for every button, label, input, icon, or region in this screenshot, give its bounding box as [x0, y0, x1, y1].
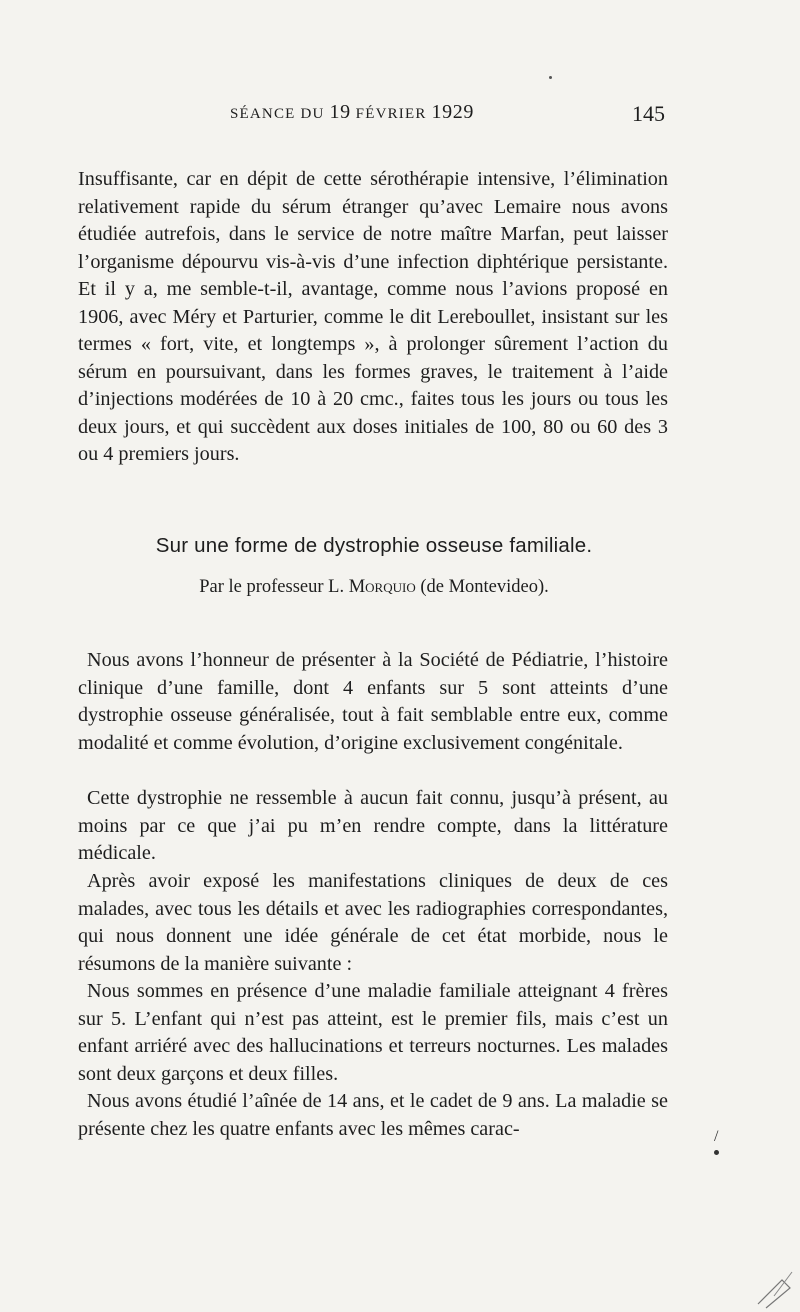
body-paragraph-3: Après avoir exposé les manifestations cliniques de deux de ces malades, avec tous les détails et avec les radiographies correspondantes, qui nous donnent une idée générale de cet état morbide, nous le résumons de la manière suivante :: [78, 870, 668, 975]
ink-speck: [549, 76, 552, 79]
margin-pencil-mark: /: [714, 1128, 719, 1145]
body-paragraph-1: Nous avons l’honneur de présenter à la Société de Pédiatrie, l’histoire clinique d’une famille, dont 4 enfants sur 5 sont atteints d’une dystrophie osseuse généralisée, tout à fait semblable entre eux, comme modalité et comme évolution, d’origine exclusivement congénitale.: [78, 649, 668, 754]
body-paragraph-2: Cette dystrophie ne ressemble à aucun fait connu, jusqu’à présent, au moins par ce que j’ai pu m’en rendre compte, dans la littérature médicale.: [78, 787, 668, 865]
page-number: 145: [632, 101, 665, 126]
running-header-title: [230, 101, 474, 124]
byline-author: Morquio: [348, 577, 416, 597]
byline-prefix: Par le professeur L.: [199, 577, 349, 597]
header-title-day: 19: [329, 101, 351, 123]
header-title-prefix: SÉANCE DU: [230, 106, 330, 122]
body-paragraph-4: Nous sommes en présence d’une maladie familiale atteignant 4 frères sur 5. L’enfant qui n’est pas atteint, est le premier fils, mais c’est un enfant arriéré avec des hallucinations et terreurs nocturnes. Les malades sont deux garçons et deux filles.: [78, 980, 668, 1085]
running-header: [78, 101, 670, 131]
article-title: Sur une forme de dystrophie osseuse familiale.: [155, 534, 593, 557]
header-title-month: FÉVRIER: [350, 106, 432, 122]
corner-pencil-sketch: [752, 1266, 796, 1310]
margin-dot: [714, 1150, 719, 1155]
article-byline: [78, 577, 670, 598]
byline-suffix: (de Montevideo).: [415, 577, 549, 597]
header-title-year: 1929: [431, 101, 474, 123]
continuation-paragraph: Insuffisante, car en dépit de cette sérothérapie intensive, l’élimination relativement rapide du sérum étranger qu’avec Lemaire nous avons étudiée autrefois, dans le service de notre maître Marfan, peut laisser l’organisme dépourvu vis-à-vis d’une infection diphtérique persistante. Et il y a, me semble-t-il, avantage, comme nous l’avions proposé en 1906, avec Méry et Parturier, comme le dit Lereboullet, insistant sur les termes « fort, vite, et longtemps », à prolonger sûrement l’action du sérum en poursuivant, dans les formes graves, le traitement à l’aide d’injections modérées de 10 à 20 cmc., faites tous les jours ou tous les deux jours, et qui succèdent aux doses initiales de 100, 80 ou 60 des 3 ou 4 premiers jours.: [78, 168, 668, 466]
body-paragraph-5: Nous avons étudié l’aînée de 14 ans, et le cadet de 9 ans. La maladie se présente chez les quatre enfants avec les mêmes carac-: [78, 1090, 668, 1140]
